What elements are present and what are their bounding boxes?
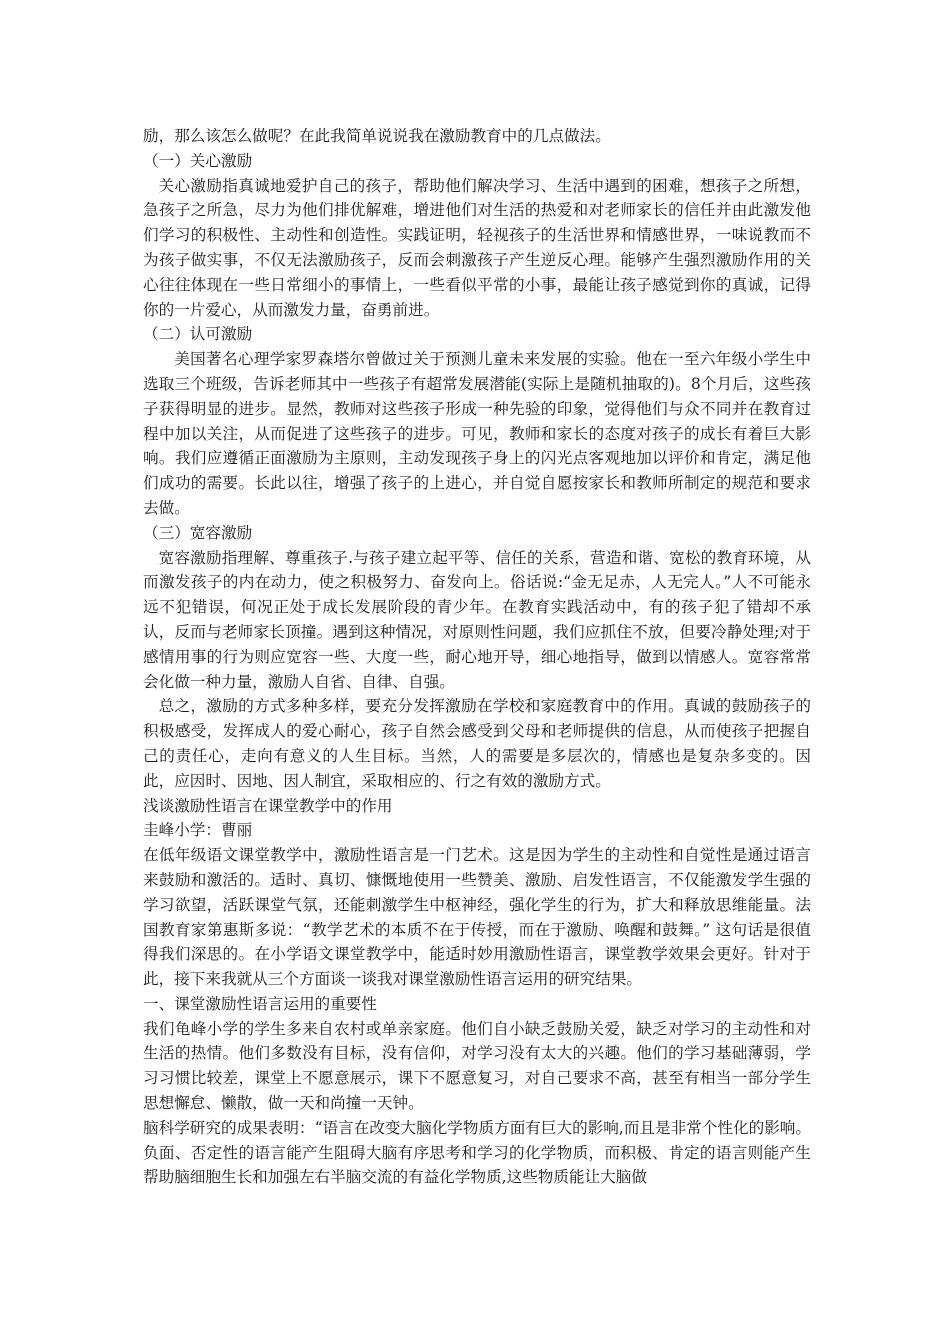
paragraph-intro-continuation: 励，那么该怎么做呢？在此我简单说说我在激励教育中的几点做法。 bbox=[143, 127, 611, 145]
paragraph-summary: 总之，激励的方式多种多样，要充分发挥激励在学校和家庭教育中的作用。真诚的鼓励孩子的积极感受，发挥成人的爱心耐心，孩子自然会感受到父母和老师提供的信息，从而使孩子把握自己的责任心，走向有意义的人生目标。当然，人的需要是多层次的，情感也是复杂多变的。因此，应因时、因地、因人制宜，采取相应的、行之有效的激励方式。 bbox=[143, 697, 811, 790]
paragraph-brain-research: 脑科学研究的成果表明：“语言在改变大脑化学物质方面有巨大的影响,而且是非常个性化的影响。负面、否定性的语言能产生阻碍大脑有序思考和学习的化学物质，而积极、肯定的语言则能产生帮助脑细胞生长和加强左右半脑交流的有益化学物质,这些物质能让大脑做 bbox=[143, 1118, 811, 1187]
heading-importance: 一、课堂激励性语言运用的重要性 bbox=[143, 994, 377, 1013]
heading-care-incentive: （一）关心激励 bbox=[143, 151, 253, 170]
document-body bbox=[143, 124, 811, 1190]
article-author: 圭峰小学：曹丽 bbox=[143, 821, 253, 840]
paragraph-students-background: 我们龟峰小学的学生多来自农村或单亲家庭。他们自小缺乏鼓励关爱，缺乏对学习的主动性和对生活的热情。他们多数没有目标，没有信仰，对学习没有太大的兴趣。他们的学习基础薄弱，学习习惯比较差，课堂上不愿意展示，课下不愿意复习，对自己要求不高，甚至有相当一部分学生思想懈怠、懒散，做一天和尚撞一天钟。 bbox=[143, 1019, 811, 1113]
heading-recognition-incentive: （二）认可激励 bbox=[143, 325, 253, 344]
paragraph-tolerance-incentive: 宽容激励指理解、尊重孩子.与孩子建立起平等、信任的关系，营造和谐、宽松的教育环境，从而激发孩子的内在动力，使之积极努力、奋发向上。俗话说:“金无足赤，人无完人。”人不可能永远不犯错误，何况正处于成长发展阶段的青少年。在教育实践活动中，有的孩子犯了错却不承认，反而与老师家长顶撞。遇到这种情况，对原则性问题，我们应抓住不放，但要冷静处理;对于感情用事的行为则应宽容一些、大度一些，耐心地开导，细心地指导，做到以情感人。宽容常常会化做一种力量，激励人自省、自律、自强。 bbox=[143, 548, 811, 691]
paragraph-classroom-intro: 在低年级语文课堂教学中，激励性语言是一门艺术。这是因为学生的主动性和自觉性是通过语言来鼓励和激活的。适时、真切、慷慨地使用一些赞美、激励、启发性语言，不仅能激发学生强的学习欲望，活跃课堂气氛，还能刺激学生中枢神经，强化学生的行为，扩大和释放思维能量。法国教育家第惠斯多说：“教学艺术的本质不在于传授，而在于激励、唤醒和鼓舞。” 这句话是很值得我们深思的。在小学语文课堂教学中，能适时妙用激励性语言，课堂教学效果会更好。针对于此，接下来我就从三个方面谈一谈我对课堂激励性语言运用的研究结果。 bbox=[143, 846, 811, 989]
article-title: 浅谈激励性语言在课堂教学中的作用 bbox=[143, 796, 393, 815]
heading-tolerance-incentive: （三）宽容激励 bbox=[143, 523, 253, 542]
paragraph-care-incentive: 关心激励指真诚地爱护自己的孩子，帮助他们解决学习、生活中遇到的困难，想孩子之所想，急孩子之所急，尽力为他们排优解难，增进他们对生活的热爱和对老师家长的信任并由此激发他们学习的积极性、主动性和创造性。实践证明，轻视孩子的生活世界和情感世界，一味说教而不为孩子做实事，不仅无法激励孩子，反而会刺激孩子产生逆反心理。能够产生强烈激励作用的关心往往体现在一些日常细小的事情上，一些看似平常的小事，最能让孩子感觉到你的真诚，记得你的一片爱心，从而激发力量，奋勇前进。 bbox=[143, 176, 811, 319]
paragraph-recognition-incentive: 美国著名心理学家罗森塔尔曾做过关于预测儿童未来发展的实验。他在一至六年级小学生中选取三个班级，告诉老师其中一些孩子有超常发展潜能(实际上是随机抽取的)。8个月后，这些孩子获得明显的进步。显然，教师对这些孩子形成一种先验的印象，觉得他们与众不同并在教育过程中加以关注，从而促进了这些孩子的进步。可见，教师和家长的态度对孩子的成长有着巨大影响。我们应遵循正面激励为主原则，主动发现孩子身上的闪光点客观地加以评价和肯定，满足他们成功的需要。长此以往，增强了孩子的上进心，并自觉自愿按家长和教师所制定的规范和要求去做。 bbox=[143, 350, 811, 517]
